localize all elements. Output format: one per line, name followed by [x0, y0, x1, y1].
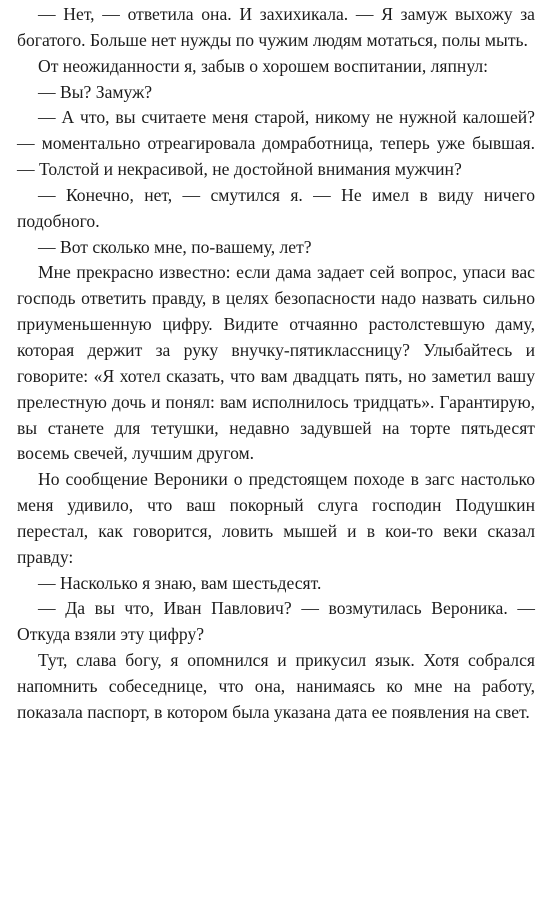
paragraph-2: От неожиданности я, забыв о хорошем воспитании, ляпнул: — [38, 55, 489, 76]
paragraph-4: — А что, вы считаете меня старой, никому не нужной калошей? — моментально отреагировала домработница, теперь уже бывшая. — Толстой и некрасивой, не достойной внимания мужчин? — [17, 107, 535, 180]
paragraph-6: — Вот сколько мне, по-вашему, лет? — [38, 236, 312, 257]
paragraph-9: — Насколько я знаю, вам шестьдесят. — [38, 572, 322, 593]
paragraph-11: Тут, слава богу, я опомнился и прикусил язык. Хотя собрался напомнить собеседнице, что она, нанимаясь ко мне на работу, показала паспорт, в котором была указана дата ее появления на свет. — [17, 650, 535, 722]
paragraph-3: — Вы? Замуж? — [38, 81, 153, 102]
paragraph-1: — Нет, — ответила она. И захихикала. — Я замуж выхожу за богатого. Больше нет нужды по чужим людям мотаться, полы мыть. — [17, 4, 535, 50]
paragraph-10: — Да вы что, Иван Павлович? — возмутилась Вероника. — Откуда взяли эту цифру? — [17, 598, 535, 645]
paragraph-5: — Конечно, нет, — смутился я. — Не имел в виду ничего подобного. — [17, 184, 535, 231]
paragraph-7: Мне прекрасно известно: если дама задает сей вопрос, упаси вас господь ответить правду, в целях безопасности надо назвать сильно приуменьшенную цифру. Видите отчаянно растолстевшую даму, которая держит за руку внучку-пятиклассницу? Улыбайтесь и говорите: «Я хотел сказать, что вам двадцать пять, но заметил вашу прелестную дочь и понял: вам исполнилось тридцать». Гарантирую, вы станете для тетушки, недавно задувшей на торте пятьдесят восемь свечей, лучшим другом. — [17, 262, 535, 464]
paragraph-8: Но сообщение Вероники о предстоящем походе в загс настолько меня удивило, что ваш покорный слуга господин Подушкин перестал, как говорится, ловить мышей и в кои-то веки сказал правду: — [17, 469, 535, 567]
